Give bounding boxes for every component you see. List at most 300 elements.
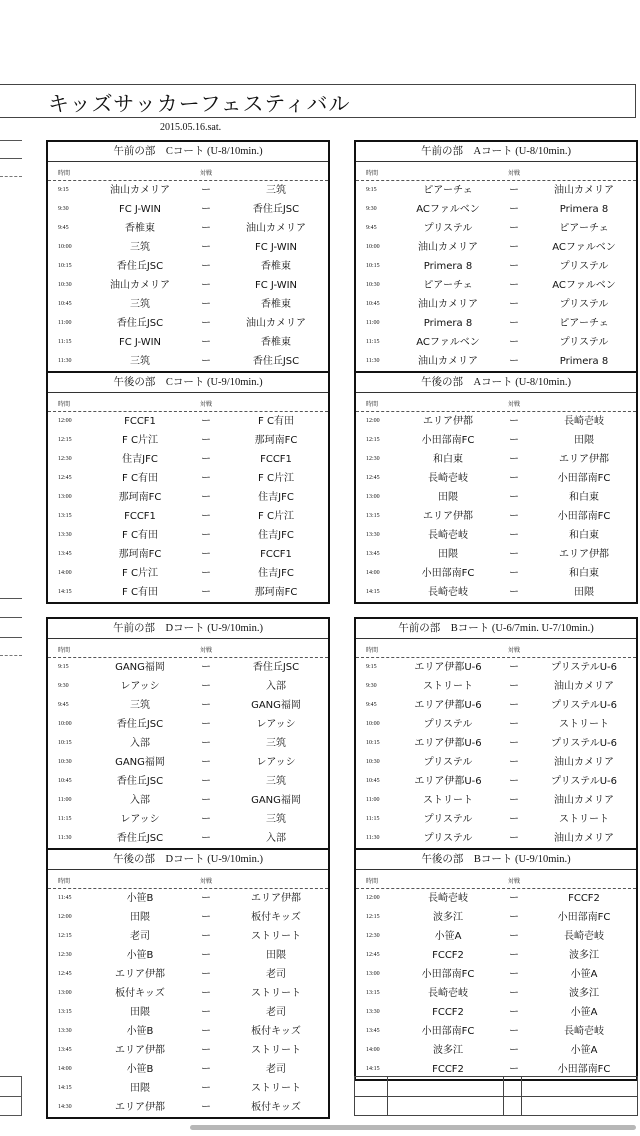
- match-time: 11:30: [58, 835, 72, 841]
- match-row: [356, 696, 636, 715]
- versus-dash: ー: [201, 1026, 211, 1037]
- team-a: レアッシ: [120, 681, 160, 692]
- match-time: 10:45: [366, 778, 380, 784]
- match-row: [356, 507, 636, 526]
- team-a: 小笹A: [434, 931, 462, 942]
- match-time: 11:15: [366, 339, 380, 345]
- time-column-header: 時間: [366, 878, 379, 885]
- team-b: 和白東: [569, 568, 599, 579]
- versus-dash: ー: [201, 454, 211, 465]
- column-header-row: [356, 162, 636, 181]
- section-header: 午前の部 Dコート (U-9/10min.): [48, 619, 328, 639]
- match-time: 12:15: [58, 933, 72, 939]
- team-a: ACファルベン: [416, 204, 480, 215]
- match-row: [48, 181, 328, 200]
- team-b: ストリート: [251, 931, 301, 942]
- versus-dash: ー: [201, 530, 211, 541]
- match-row: [48, 677, 328, 696]
- match-time: 12:15: [366, 914, 380, 920]
- left-cutoff-table-edge: [0, 655, 22, 656]
- team-a: 田隈: [130, 1007, 150, 1018]
- left-cutoff-table-edge: [0, 140, 22, 141]
- match-time: 14:15: [58, 1085, 72, 1091]
- team-a: 油山カメリア: [418, 242, 478, 253]
- match-time: 12:00: [58, 418, 72, 424]
- match-row: [356, 238, 636, 257]
- left-cutoff-table-edge: [0, 617, 22, 618]
- team-b: 板付キッズ: [251, 1102, 301, 1113]
- team-a: 長崎壱岐: [428, 587, 468, 598]
- match-row: [48, 946, 328, 965]
- match-row: [356, 333, 636, 352]
- team-a: F C有田: [122, 587, 158, 598]
- team-b: 小笹A: [570, 969, 598, 980]
- versus-dash: ー: [201, 814, 211, 825]
- match-row: [48, 295, 328, 314]
- team-b: 小田部南FC: [557, 1064, 611, 1075]
- match-row: [48, 984, 328, 1003]
- team-b: 香住丘JSC: [252, 356, 300, 367]
- match-time: 9:30: [366, 683, 377, 689]
- team-b: ピアーチェ: [559, 318, 609, 329]
- versus-dash: ー: [509, 969, 519, 980]
- team-a: 小笹B: [126, 893, 154, 904]
- team-b: ストリート: [559, 814, 609, 825]
- team-b: Primera 8: [559, 356, 609, 367]
- team-b: 小笹A: [570, 1045, 598, 1056]
- versus-dash: ー: [509, 435, 519, 446]
- match-time: 13:00: [366, 971, 380, 977]
- versus-dash: ー: [509, 833, 519, 844]
- match-row: [48, 507, 328, 526]
- match-row: [356, 526, 636, 545]
- team-a: レアッシ: [120, 814, 160, 825]
- match-row: [356, 753, 636, 772]
- team-a: 入部: [130, 795, 150, 806]
- match-time: 13:15: [366, 513, 380, 519]
- team-a: 香住丘JSC: [116, 261, 164, 272]
- team-a: FC J-WIN: [118, 204, 162, 215]
- versus-dash: ー: [509, 223, 519, 234]
- versus-dash: ー: [201, 185, 211, 196]
- versus-dash: ー: [201, 223, 211, 234]
- court-schedule-block: [354, 617, 638, 1081]
- team-b: プリステル: [559, 299, 609, 310]
- versus-dash: ー: [201, 681, 211, 692]
- match-row: [48, 238, 328, 257]
- team-b: ストリート: [251, 988, 301, 999]
- team-b: 長崎壱岐: [564, 1026, 604, 1037]
- match-time: 12:45: [366, 475, 380, 481]
- horizontal-scrollbar[interactable]: [190, 1125, 636, 1130]
- team-a: 香住丘JSC: [116, 719, 164, 730]
- team-b: 油山カメリア: [554, 185, 614, 196]
- team-b: ACファルベン: [552, 280, 616, 291]
- team-a: 那珂南FC: [118, 492, 162, 503]
- match-row: [356, 352, 636, 371]
- empty-schedule-box: [354, 1076, 638, 1116]
- match-time: 13:45: [366, 551, 380, 557]
- versus-dash: ー: [201, 261, 211, 272]
- team-a: 田隈: [438, 549, 458, 560]
- team-a: F C有田: [122, 473, 158, 484]
- match-row: [356, 1022, 636, 1041]
- versus-dash: ー: [509, 662, 519, 673]
- team-a: 香住丘JSC: [116, 833, 164, 844]
- team-b: 老司: [266, 1064, 286, 1075]
- versus-dash: ー: [201, 299, 211, 310]
- team-a: 住吉JFC: [122, 454, 158, 465]
- match-time: 12:45: [366, 952, 380, 958]
- versus-dash: ー: [509, 1007, 519, 1018]
- versus-dash: ー: [201, 912, 211, 923]
- team-b: FCCF1: [260, 454, 292, 465]
- team-b: F C片江: [258, 473, 294, 484]
- team-b: FC J-WIN: [254, 242, 298, 253]
- team-a: エリア伊都: [115, 969, 165, 980]
- match-time: 10:00: [366, 721, 380, 727]
- match-time: 10:30: [58, 282, 72, 288]
- match-row: [48, 889, 328, 908]
- team-a: 油山カメリア: [418, 299, 478, 310]
- team-a: FCCF2: [432, 1064, 464, 1075]
- versus-dash: ー: [201, 950, 211, 961]
- match-row: [48, 431, 328, 450]
- match-time: 9:45: [366, 702, 377, 708]
- team-b: FCCF2: [568, 893, 600, 904]
- match-time: 13:15: [58, 513, 72, 519]
- match-row: [48, 450, 328, 469]
- match-row: [356, 219, 636, 238]
- match-time: 12:45: [58, 475, 72, 481]
- team-a: 油山カメリア: [418, 356, 478, 367]
- team-a: FCCF2: [432, 950, 464, 961]
- team-a: エリア伊都U-6: [414, 700, 482, 711]
- team-a: 三筑: [130, 356, 150, 367]
- team-a: FCCF1: [124, 416, 156, 427]
- match-row: [48, 810, 328, 829]
- team-b: 小田部南FC: [557, 912, 611, 923]
- team-b: レアッシ: [256, 757, 296, 768]
- match-row: [48, 583, 328, 602]
- team-a: エリア伊都: [423, 416, 473, 427]
- match-time: 10:45: [366, 301, 380, 307]
- match-time: 9:45: [58, 225, 69, 231]
- match-row: [356, 469, 636, 488]
- versus-dash: ー: [509, 1045, 519, 1056]
- versus-dash: ー: [509, 492, 519, 503]
- team-a: GANG福岡: [115, 662, 165, 673]
- team-b: 那珂南FC: [254, 587, 298, 598]
- match-row: [48, 965, 328, 984]
- match-row: [356, 734, 636, 753]
- match-time: 12:30: [366, 933, 380, 939]
- team-a: プリステル: [423, 719, 473, 730]
- match-time: 13:30: [366, 1009, 380, 1015]
- versus-dash: ー: [509, 299, 519, 310]
- team-b: 波多江: [569, 988, 599, 999]
- team-b: 入部: [266, 681, 286, 692]
- team-b: 油山カメリア: [554, 833, 614, 844]
- versus-dash: ー: [509, 950, 519, 961]
- column-header-row: [48, 162, 328, 181]
- team-a: 入部: [130, 738, 150, 749]
- versus-dash: ー: [509, 776, 519, 787]
- team-a: 田隈: [130, 1083, 150, 1094]
- match-row: [356, 810, 636, 829]
- versus-dash: ー: [201, 776, 211, 787]
- team-b: 香椎東: [261, 261, 291, 272]
- team-b: 油山カメリア: [246, 223, 306, 234]
- versus-dash: ー: [509, 242, 519, 253]
- team-a: エリア伊都: [115, 1102, 165, 1113]
- match-column-header: 対戦: [508, 878, 521, 885]
- match-row: [356, 545, 636, 564]
- versus-dash: ー: [509, 337, 519, 348]
- team-b: レアッシ: [256, 719, 296, 730]
- match-row: [48, 1003, 328, 1022]
- team-a: 小田部南FC: [421, 969, 475, 980]
- versus-dash: ー: [509, 568, 519, 579]
- match-time: 10:00: [366, 244, 380, 250]
- team-a: プリステル: [423, 833, 473, 844]
- time-column-header: 時間: [366, 401, 379, 408]
- match-row: [356, 889, 636, 908]
- match-row: [356, 829, 636, 848]
- column-header-row: [356, 639, 636, 658]
- match-row: [48, 829, 328, 848]
- time-column-header: 時間: [366, 170, 379, 177]
- match-row: [356, 1041, 636, 1060]
- team-b: GANG福岡: [251, 795, 301, 806]
- team-b: 三筑: [266, 814, 286, 825]
- team-b: 板付キッズ: [251, 1026, 301, 1037]
- match-time: 10:45: [58, 301, 72, 307]
- team-b: プリステルU-6: [551, 738, 617, 749]
- versus-dash: ー: [509, 549, 519, 560]
- time-column-header: 時間: [366, 647, 379, 654]
- versus-dash: ー: [509, 261, 519, 272]
- section-header: 午前の部 Bコート (U-6/7min. U-7/10min.): [356, 619, 636, 639]
- team-a: プリステル: [423, 814, 473, 825]
- column-header-row: [356, 870, 636, 889]
- match-row: [48, 469, 328, 488]
- team-a: GANG福岡: [115, 757, 165, 768]
- match-row: [356, 658, 636, 677]
- versus-dash: ー: [509, 931, 519, 942]
- versus-dash: ー: [201, 1007, 211, 1018]
- team-b: プリステルU-6: [551, 662, 617, 673]
- team-a: FCCF1: [124, 511, 156, 522]
- versus-dash: ー: [509, 473, 519, 484]
- match-row: [48, 200, 328, 219]
- match-row: [48, 658, 328, 677]
- versus-dash: ー: [201, 280, 211, 291]
- versus-dash: ー: [509, 700, 519, 711]
- match-row: [356, 431, 636, 450]
- team-b: 長崎壱岐: [564, 416, 604, 427]
- match-column-header: 対戦: [200, 170, 213, 177]
- team-a: 長崎壱岐: [428, 988, 468, 999]
- team-b: ピアーチェ: [559, 223, 609, 234]
- team-b: プリステル: [559, 337, 609, 348]
- match-row: [48, 333, 328, 352]
- match-row: [356, 450, 636, 469]
- match-time: 9:30: [366, 206, 377, 212]
- match-time: 14:30: [58, 1104, 72, 1110]
- versus-dash: ー: [201, 473, 211, 484]
- team-b: F C有田: [258, 416, 294, 427]
- team-b: 三筑: [266, 738, 286, 749]
- match-time: 14:15: [58, 589, 72, 595]
- team-a: FC J-WIN: [118, 337, 162, 348]
- team-b: 老司: [266, 1007, 286, 1018]
- team-b: 田隈: [266, 950, 286, 961]
- match-row: [48, 715, 328, 734]
- match-column-header: 対戦: [200, 878, 213, 885]
- team-b: 和白東: [569, 530, 599, 541]
- team-b: ストリート: [251, 1083, 301, 1094]
- match-time: 12:45: [58, 971, 72, 977]
- versus-dash: ー: [201, 1064, 211, 1075]
- versus-dash: ー: [201, 969, 211, 980]
- match-row: [356, 927, 636, 946]
- court-schedule-block: [46, 617, 330, 1119]
- team-b: FCCF1: [260, 549, 292, 560]
- match-time: 12:30: [58, 952, 72, 958]
- versus-dash: ー: [509, 511, 519, 522]
- match-time: 12:15: [58, 437, 72, 443]
- match-time: 10:30: [58, 759, 72, 765]
- match-time: 11:30: [366, 358, 380, 364]
- versus-dash: ー: [201, 337, 211, 348]
- match-row: [356, 772, 636, 791]
- team-a: ACファルベン: [416, 337, 480, 348]
- team-b: 板付キッズ: [251, 912, 301, 923]
- team-b: 油山カメリア: [554, 757, 614, 768]
- match-row: [356, 200, 636, 219]
- team-b: GANG福岡: [251, 700, 301, 711]
- versus-dash: ー: [201, 435, 211, 446]
- match-row: [48, 257, 328, 276]
- team-b: 長崎壱岐: [564, 931, 604, 942]
- team-b: 小笹A: [570, 1007, 598, 1018]
- team-b: 小田部南FC: [557, 511, 611, 522]
- team-a: 板付キッズ: [115, 988, 165, 999]
- left-cutoff-table-edge: [0, 637, 22, 638]
- team-b: 三筑: [266, 185, 286, 196]
- team-a: ストリート: [423, 681, 473, 692]
- match-time: 12:15: [366, 437, 380, 443]
- versus-dash: ー: [509, 1064, 519, 1075]
- match-time: 13:30: [58, 532, 72, 538]
- team-a: 三筑: [130, 700, 150, 711]
- column-header-row: [356, 393, 636, 412]
- match-time: 13:00: [58, 990, 72, 996]
- team-a: 波多江: [433, 912, 463, 923]
- versus-dash: ー: [201, 795, 211, 806]
- versus-dash: ー: [201, 662, 211, 673]
- match-row: [48, 352, 328, 371]
- left-cutoff-table-edge: [0, 598, 22, 599]
- match-row: [356, 564, 636, 583]
- match-row: [356, 908, 636, 927]
- team-a: F C有田: [122, 530, 158, 541]
- team-b: F C片江: [258, 511, 294, 522]
- team-b: 和白東: [569, 492, 599, 503]
- team-a: 油山カメリア: [110, 185, 170, 196]
- match-row: [356, 583, 636, 602]
- versus-dash: ー: [509, 912, 519, 923]
- match-column-header: 対戦: [508, 401, 521, 408]
- team-a: 小田部南FC: [421, 1026, 475, 1037]
- team-a: 三筑: [130, 299, 150, 310]
- match-time: 10:15: [366, 740, 380, 746]
- team-a: 香住丘JSC: [116, 318, 164, 329]
- match-row: [48, 927, 328, 946]
- team-b: プリステル: [559, 261, 609, 272]
- match-time: 9:15: [58, 187, 69, 193]
- team-a: 長崎壱岐: [428, 893, 468, 904]
- match-row: [48, 545, 328, 564]
- match-time: 14:00: [366, 1047, 380, 1053]
- team-b: ストリート: [251, 1045, 301, 1056]
- match-row: [48, 1079, 328, 1098]
- team-b: 小田部南FC: [557, 473, 611, 484]
- team-b: 香椎東: [261, 299, 291, 310]
- match-time: 13:45: [58, 551, 72, 557]
- match-time: 11:15: [58, 816, 72, 822]
- team-b: FC J-WIN: [254, 280, 298, 291]
- team-a: プリステル: [423, 223, 473, 234]
- match-column-header: 対戦: [508, 647, 521, 654]
- team-b: 波多江: [569, 950, 599, 961]
- match-time: 12:00: [366, 895, 380, 901]
- match-time: 9:30: [58, 683, 69, 689]
- match-time: 13:45: [366, 1028, 380, 1034]
- time-column-header: 時間: [58, 647, 71, 654]
- match-time: 9:15: [58, 664, 69, 670]
- versus-dash: ー: [509, 280, 519, 291]
- team-b: 住吉JFC: [258, 492, 294, 503]
- match-row: [356, 791, 636, 810]
- match-time: 14:00: [58, 570, 72, 576]
- team-b: 油山カメリア: [554, 795, 614, 806]
- team-a: 長崎壱岐: [428, 473, 468, 484]
- match-time: 9:15: [366, 664, 377, 670]
- match-row: [48, 276, 328, 295]
- match-time: 10:15: [58, 263, 72, 269]
- versus-dash: ー: [201, 931, 211, 942]
- match-row: [48, 696, 328, 715]
- team-a: 田隈: [130, 912, 150, 923]
- versus-dash: ー: [509, 587, 519, 598]
- team-b: 三筑: [266, 776, 286, 787]
- versus-dash: ー: [509, 757, 519, 768]
- versus-dash: ー: [201, 204, 211, 215]
- match-time: 13:15: [58, 1009, 72, 1015]
- column-header-row: [48, 393, 328, 412]
- team-a: 油山カメリア: [110, 280, 170, 291]
- team-b: 住吉JFC: [258, 568, 294, 579]
- versus-dash: ー: [201, 738, 211, 749]
- versus-dash: ー: [201, 757, 211, 768]
- team-a: F C片江: [122, 568, 158, 579]
- match-time: 9:45: [366, 225, 377, 231]
- team-a: 小笹B: [126, 950, 154, 961]
- match-time: 9:30: [58, 206, 69, 212]
- match-time: 10:00: [58, 721, 72, 727]
